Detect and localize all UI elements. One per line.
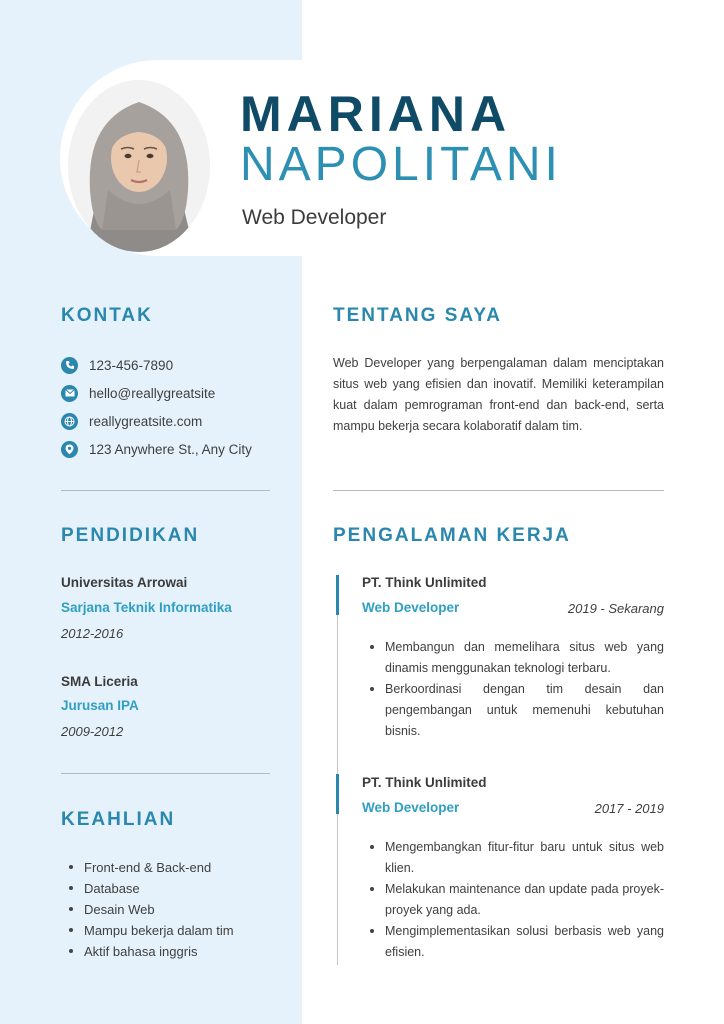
first-name: MARIANA <box>240 86 512 142</box>
email-text: hello@reallygreatsite <box>89 385 216 401</box>
phone-text: 123-456-7890 <box>89 357 174 373</box>
contact-website <box>61 411 202 431</box>
experience-dates: 2017 - 2019 <box>594 801 664 816</box>
timeline-marker <box>336 575 339 615</box>
education-years: 2012-2016 <box>61 626 124 641</box>
education-degree: Sarjana Teknik Informatika <box>61 600 232 615</box>
job-title: Web Developer <box>242 206 387 229</box>
experience-company: PT. Think Unlimited <box>362 775 487 790</box>
list-item: Berkoordinasi dengan tim desain dan pengembangan untuk memenuhi kebutuhan bisnis. <box>385 679 664 742</box>
profile-photo <box>68 80 210 252</box>
list-item: Melakukan maintenance dan update pada proyek-proyek yang ada. <box>385 879 664 921</box>
experience-bullets <box>385 637 664 742</box>
education-years: 2009-2012 <box>61 724 124 739</box>
education-school: Universitas Arrowai <box>61 575 188 590</box>
address-text: 123 Anywhere St., Any City <box>89 441 252 457</box>
education-section-title: PENDIDIKAN <box>61 525 200 546</box>
list-item: Mampu bekerja dalam tim <box>84 920 234 941</box>
last-name: NAPOLITANI <box>240 138 562 191</box>
experience-company: PT. Think Unlimited <box>362 575 487 590</box>
globe-icon <box>61 413 78 430</box>
email-icon <box>61 385 78 402</box>
timeline-marker <box>336 774 339 814</box>
about-section-title: TENTANG SAYA <box>333 305 502 326</box>
list-item: Aktif bahasa inggris <box>84 941 234 962</box>
about-text: Web Developer yang berpengalaman dalam menciptakan situs web yang efisien dan inovatif. Memiliki keterampilan kuat dalam pemrograman front-end dan back-end, serta mampu bekerja secara kolaboratif dalam tim. <box>333 356 664 433</box>
website-text: reallygreatsite.com <box>89 413 203 429</box>
education-degree: Jurusan IPA <box>61 698 139 713</box>
list-item: Mengembangkan fitur-fitur baru untuk situs web klien. <box>385 837 664 879</box>
contact-section-title: KONTAK <box>61 305 153 326</box>
experience-dates: 2019 - Sekarang <box>567 601 664 616</box>
list-item: Database <box>84 878 234 899</box>
experience-section-title: PENGALAMAN KERJA <box>333 525 571 546</box>
skills-list <box>84 857 234 962</box>
right-divider <box>333 490 664 491</box>
experience-bullets <box>385 837 664 963</box>
left-divider-2 <box>61 773 270 774</box>
experience-role: Web Developer <box>362 600 460 615</box>
list-item: Mengimplementasikan solusi berbasis web yang efisien. <box>385 921 664 963</box>
list-item: Membangun dan memelihara situs web yang dinamis menggunakan teknologi terbaru. <box>385 637 664 679</box>
location-pin-icon <box>61 441 78 458</box>
contact-email <box>61 383 215 403</box>
list-item: Desain Web <box>84 899 234 920</box>
timeline-line <box>337 575 338 965</box>
experience-role: Web Developer <box>362 800 460 815</box>
contact-address <box>61 439 252 459</box>
skills-section-title: KEAHLIAN <box>61 809 176 830</box>
contact-phone <box>61 355 173 375</box>
phone-icon <box>61 357 78 374</box>
education-school: SMA Liceria <box>61 674 138 689</box>
left-divider-1 <box>61 490 270 491</box>
list-item: Front-end & Back-end <box>84 857 234 878</box>
